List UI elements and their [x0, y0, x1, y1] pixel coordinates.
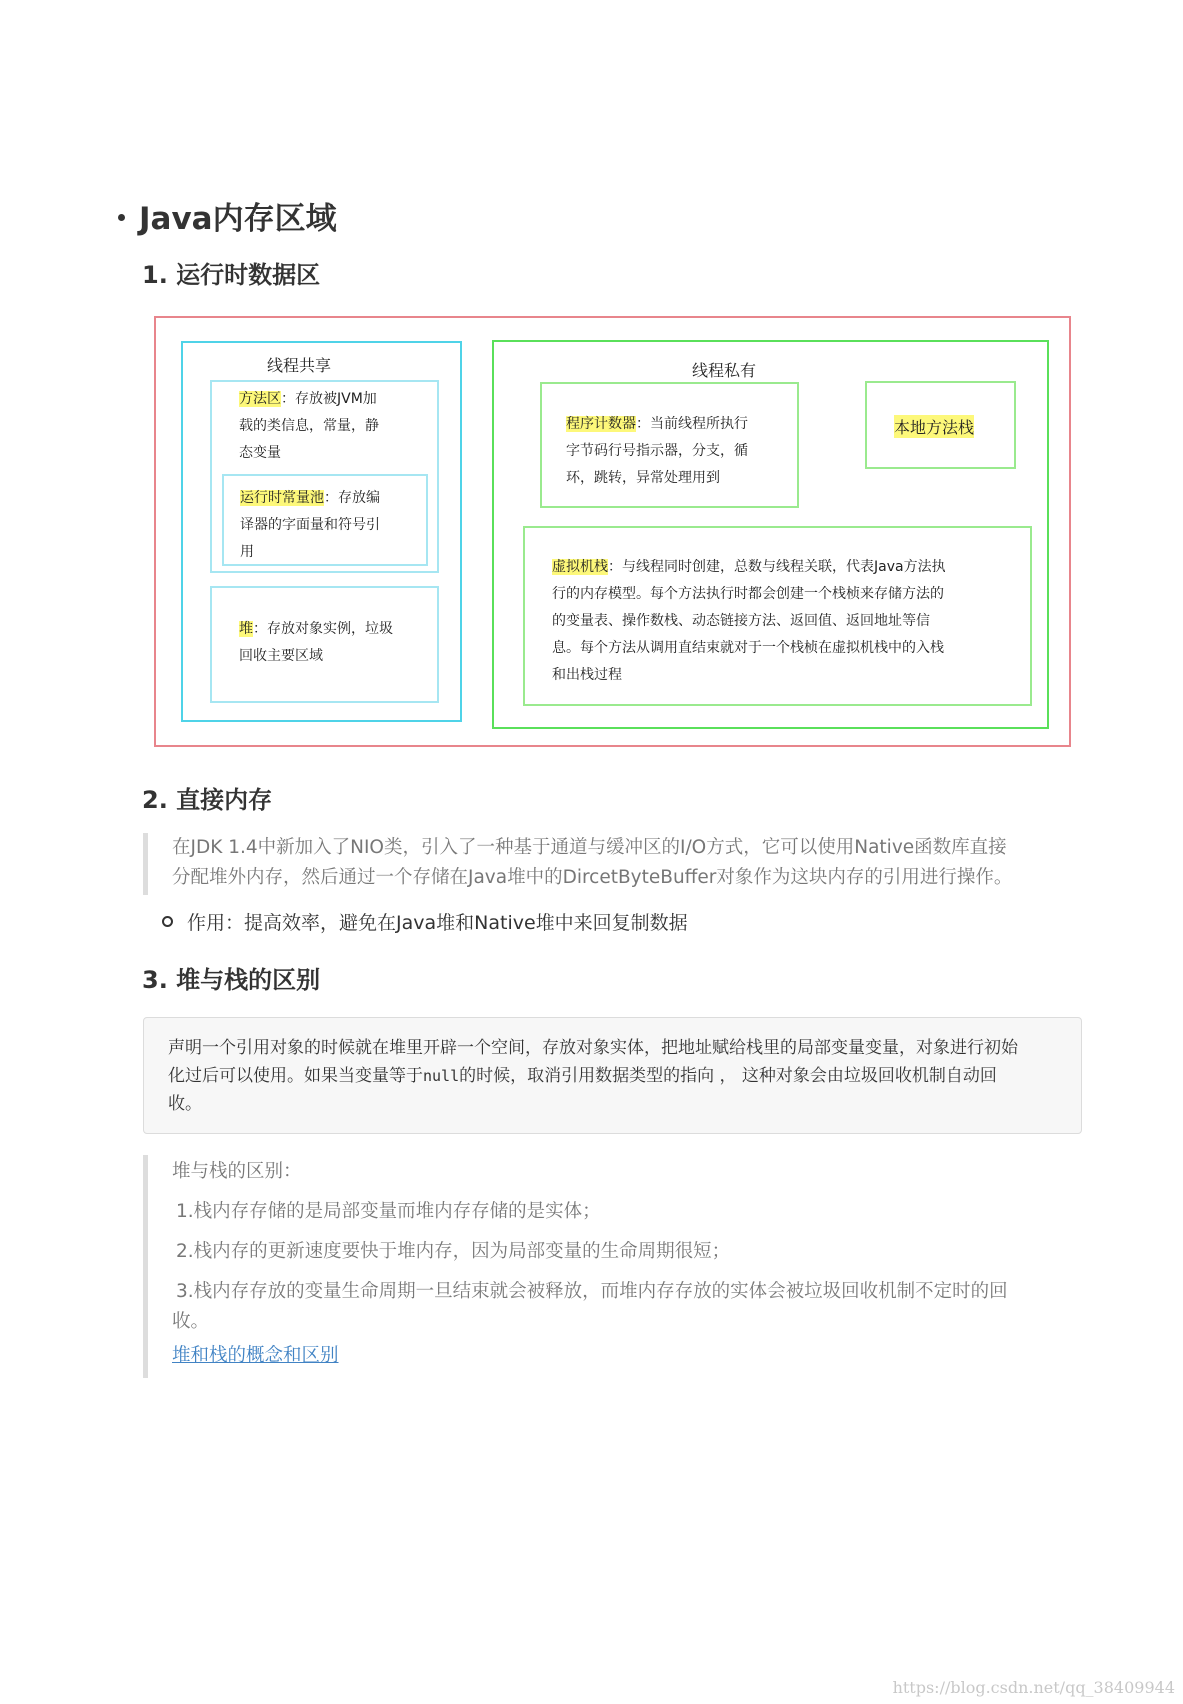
- program-counter-text: 程序计数器：当前线程所执行 字节码行号指示器，分支，循 环，跳转，异常处理用到: [566, 416, 748, 486]
- direct-memory-quote-line1: 在JDK 1.4中新加入了NIO类，引入了一种基于通道与缓冲区的I/O方式，它可以使用Native函数库直接: [172, 837, 1007, 858]
- code-line-3: 收。: [168, 1094, 202, 1114]
- native-method-stack-box: [865, 381, 1016, 469]
- direct-memory-quote-line2: 分配堆外内存，然后通过一个存储在Java堆中的DircetByteBuffer对象作为这块内存的引用进行操作。: [172, 867, 1013, 888]
- vm-stack-text: 虚拟机栈：与线程同时创建，总数与线程关联，代表Java方法执 行的内存模型。每个方法执行时都会创建一个栈桢来存储方法的 的变量表、操作数栈、动态链接方法、返回值、返回地址等信 息。每个方法从调用直结束就对于一个栈桢在虚拟机栈中的入栈 和出栈过程: [552, 559, 946, 683]
- method-area-text: 方法区：存放被JVM加 载的类信息，常量，静 态变量: [239, 391, 379, 461]
- heap-stack-difference-quote: [143, 1155, 1083, 1378]
- watermark: https://blog.csdn.net/qq_38409944: [892, 1678, 1175, 1697]
- direct-memory-bullet-text: 作用：提高效率，避免在Java堆和Native堆中来回复制数据: [187, 912, 688, 934]
- thread-shared-title: 线程共享: [267, 356, 332, 375]
- program-counter-label: 程序计数器: [566, 416, 636, 432]
- bullet-dot-icon: [118, 214, 125, 221]
- runtime-data-area-diagram: [154, 316, 1071, 747]
- constant-pool-box: [222, 474, 428, 566]
- difference-point-1: 1.栈内存存储的是局部变量而堆内存存储的是实体；: [176, 1201, 601, 1222]
- heap-label: 堆: [239, 621, 253, 637]
- difference-point-2: 2.栈内存的更新速度要快于堆内存，因为局部变量的生命周期很短；: [176, 1241, 731, 1262]
- native-method-stack-label: 本地方法栈: [894, 415, 974, 438]
- constant-pool-text: 运行时常量池：存放编 译器的字面量和符号引 用: [240, 490, 380, 560]
- section2-title: 2. 直接内存: [142, 786, 273, 814]
- difference-point-3-line2: 收。: [172, 1311, 210, 1332]
- main-heading-text: Java内存区域: [139, 201, 337, 237]
- program-counter-box: [540, 382, 799, 508]
- section1-title: 1. 运行时数据区: [142, 261, 321, 289]
- heap-stack-concept-link[interactable]: 堆和栈的概念和区别: [172, 1345, 339, 1366]
- difference-title: 堆与栈的区别：: [172, 1161, 302, 1182]
- method-area-label: 方法区: [239, 391, 281, 407]
- section3-title: 3. 堆与栈的区别: [142, 966, 321, 994]
- circle-bullet-icon: [162, 916, 173, 927]
- constant-pool-label: 运行时常量池: [240, 490, 324, 506]
- method-area-box: [210, 380, 439, 573]
- thread-private-group: [492, 340, 1049, 729]
- thread-private-title: 线程私有: [692, 361, 757, 380]
- difference-point-3-line1: 3.栈内存存放的变量生命周期一旦结束就会被释放，而堆内存存放的实体会被垃圾回收机制不定时的回: [176, 1281, 1008, 1302]
- null-keyword: null: [423, 1067, 460, 1085]
- code-line-2: 化过后可以使用。如果当变量等于null的时候，取消引用数据类型的指向 ， 这种对象会由垃圾回收机制自动回: [168, 1066, 997, 1086]
- code-line-1: 声明一个引用对象的时候就在堆里开辟一个空间，存放对象实体，把地址赋给栈里的局部变量变量，对象进行初始: [168, 1038, 1018, 1058]
- heap-stack-code-block: [143, 1017, 1082, 1134]
- heap-box: [210, 586, 439, 703]
- heap-text: 堆：存放对象实例，垃圾 回收主要区域: [239, 621, 393, 664]
- main-heading: [118, 193, 337, 238]
- thread-shared-group: [181, 341, 462, 722]
- vm-stack-box: [523, 526, 1032, 706]
- direct-memory-bullet: [162, 908, 688, 935]
- vm-stack-label: 虚拟机栈: [552, 559, 608, 575]
- direct-memory-quote: [143, 833, 1083, 895]
